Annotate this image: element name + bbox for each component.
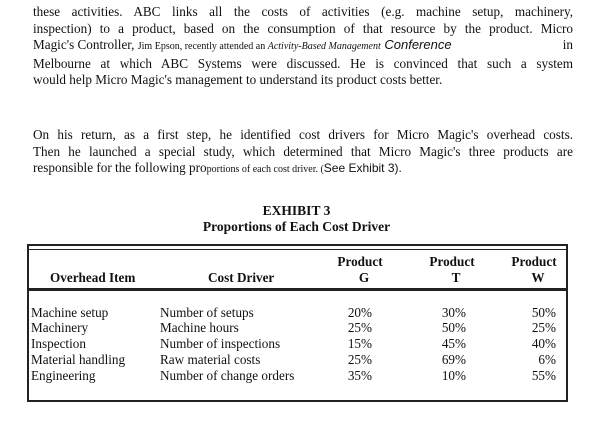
row-4-g: 25% (347, 352, 372, 367)
header-cost-driver: Cost Driver (208, 270, 275, 285)
paragraph-2 (33, 127, 573, 179)
header-product-g-bottom: G (358, 270, 370, 285)
row-4-w: 6% (538, 352, 556, 367)
exhibit-title: EXHIBIT 3 (262, 203, 331, 218)
see-exhibit-text: See Exhibit 3). (323, 161, 402, 176)
header-product-g-top: Product (337, 254, 383, 269)
line-3-end-text: in (562, 37, 573, 53)
header-product-w-top: Product (511, 254, 557, 269)
paragraph-1-line-1: these activities. ABC links all the costs of activities (e.g. machine setup, machinery, (33, 4, 573, 19)
row-5-g: 35% (347, 368, 372, 383)
paragraph-2-line-1: On his return, as a first step, he identified cost drivers for Micro Magic's overhead costs. (33, 127, 573, 142)
row-2-w: 25% (531, 320, 556, 335)
paragraph-2-line-2: Then he launched a special study, which determined that Micro Magic's three products are (33, 143, 573, 159)
paragraph-2-line-3 (33, 160, 573, 179)
row-1-t: 30% (441, 305, 466, 320)
paragraph-1-line-3 (33, 37, 573, 56)
row-4-t: 69% (441, 352, 466, 367)
row-1-driver: Number of setups (160, 305, 254, 320)
row-3-driver: Number of inspections (160, 336, 281, 351)
row-3-g: 15% (347, 336, 372, 351)
paragraph-1-line-2: inspection) to a product, based on the consumption of that resource by the product. Micro (33, 20, 573, 36)
row-1-item: Machine setup (31, 305, 109, 320)
row-4-item: Material handling (31, 352, 126, 367)
proportions-small-text: portions of each cost driver. ( (206, 164, 324, 176)
exhibit-subtitle: Proportions of Each Cost Driver (202, 219, 391, 234)
conference-word-text: Conference (380, 37, 452, 53)
responsible-text: responsible for the following pro (33, 160, 207, 176)
header-product-t-bottom: T (451, 270, 461, 285)
row-5-w: 55% (531, 368, 556, 383)
row-3-item: Inspection (31, 336, 86, 351)
header-product-t-top: Product (429, 254, 475, 269)
row-1-g: 20% (347, 305, 372, 320)
controller-text: Magic's Controller, (33, 37, 138, 53)
row-3-t: 45% (441, 336, 466, 351)
row-2-driver: Machine hours (160, 320, 239, 335)
row-1-w: 50% (531, 305, 556, 320)
row-2-g: 25% (347, 320, 372, 335)
controller-name-text: Jim Epson, recently attended an (137, 41, 268, 53)
paragraph-1 (33, 4, 573, 89)
row-2-t: 50% (441, 320, 466, 335)
exhibit-table (27, 244, 568, 402)
row-2-item: Machinery (31, 320, 89, 335)
paragraph-1-line-4: Melbourne at which ABC Systems were discussed. He is convinced that such a system (33, 55, 573, 71)
table-header-rule-thin (27, 290, 568, 291)
conference-name-text: Activity-Based Management (267, 41, 381, 53)
row-5-driver: Number of change orders (160, 368, 295, 383)
header-product-w-bottom: W (531, 270, 545, 285)
header-overhead-item: Overhead Item (50, 270, 136, 285)
row-5-item: Engineering (31, 368, 96, 383)
row-5-t: 10% (441, 368, 466, 383)
table-top-rule (27, 249, 568, 250)
row-3-w: 40% (531, 336, 556, 351)
paragraph-1-line-5: would help Micro Magic's management to understand its product costs better. (33, 72, 443, 88)
row-4-driver: Raw material costs (160, 352, 261, 367)
